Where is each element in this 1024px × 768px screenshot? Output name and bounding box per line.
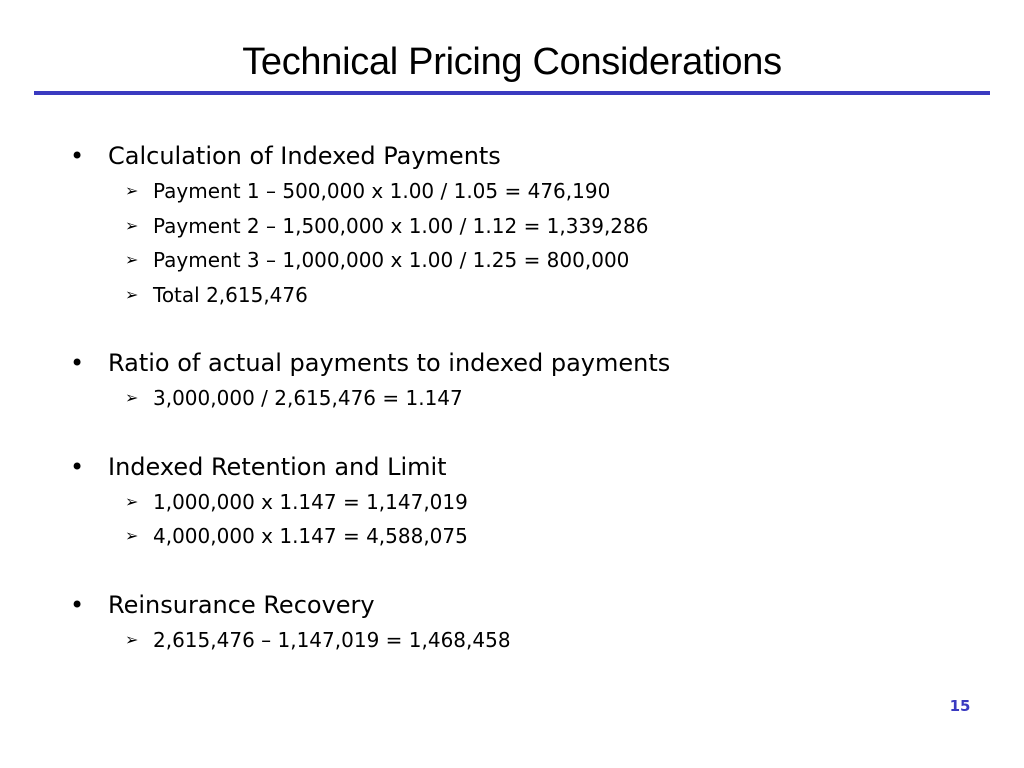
sub-item-text: Payment 2 – 1,500,000 x 1.00 / 1.12 = 1,339,286: [153, 213, 649, 238]
section-indexed-payments: [0, 138, 1024, 312]
arrow-bullet-icon: ➢: [125, 215, 139, 235]
sub-item: [0, 209, 1024, 244]
arrow-bullet-icon: ➢: [125, 491, 139, 511]
section-reinsurance-recovery: [0, 587, 1024, 658]
arrow-bullet-icon: ➢: [125, 250, 139, 269]
arrow-bullet-icon: ➢: [125, 388, 139, 407]
sub-item: [0, 623, 1024, 658]
bullet-item: [0, 449, 1024, 485]
arrow-bullet-icon: ➢: [125, 629, 139, 649]
title-underline: [34, 91, 990, 95]
bullet-heading: Calculation of Indexed Payments: [108, 142, 501, 170]
sub-item: [0, 174, 1024, 209]
sub-item-text: 4,000,000 x 1.147 = 4,588,075: [153, 524, 468, 548]
arrow-bullet-icon: ➢: [125, 284, 139, 304]
section-ratio: [0, 345, 1024, 416]
sub-item: [0, 519, 1024, 554]
sub-item: [0, 278, 1024, 313]
bullet-item: [0, 345, 1024, 381]
sub-item-text: Payment 3 – 1,000,000 x 1.00 / 1.25 = 800,000: [153, 248, 630, 272]
page-number: 15: [949, 697, 971, 715]
sub-item-text: 3,000,000 / 2,615,476 = 1.147: [153, 386, 463, 410]
arrow-bullet-icon: ➢: [125, 526, 139, 545]
slide-title: Technical Pricing Considerations: [242, 41, 782, 83]
sub-item-text: Payment 1 – 500,000 x 1.00 / 1.05 = 476,190: [153, 179, 611, 203]
section-retention-limit: [0, 449, 1024, 554]
sub-item: [0, 381, 1024, 416]
bullet-heading: Ratio of actual payments to indexed payments: [108, 349, 671, 377]
bullet-heading: Reinsurance Recovery: [108, 590, 375, 619]
sub-item: [0, 485, 1024, 520]
bullet-dot-icon: •: [70, 142, 85, 170]
bullet-dot-icon: •: [70, 452, 85, 481]
sub-item-text: Total 2,615,476: [153, 282, 308, 307]
sub-item: [0, 243, 1024, 278]
sub-item-text: 1,000,000 x 1.147 = 1,147,019: [153, 489, 468, 514]
slide-content: [0, 138, 1024, 657]
bullet-dot-icon: •: [70, 349, 85, 377]
bullet-item: [0, 587, 1024, 623]
bullet-dot-icon: •: [70, 590, 85, 619]
arrow-bullet-icon: ➢: [125, 181, 139, 200]
bullet-item: [0, 138, 1024, 174]
sub-item-text: 2,615,476 – 1,147,019 = 1,468,458: [153, 627, 511, 652]
bullet-heading: Indexed Retention and Limit: [108, 452, 447, 481]
